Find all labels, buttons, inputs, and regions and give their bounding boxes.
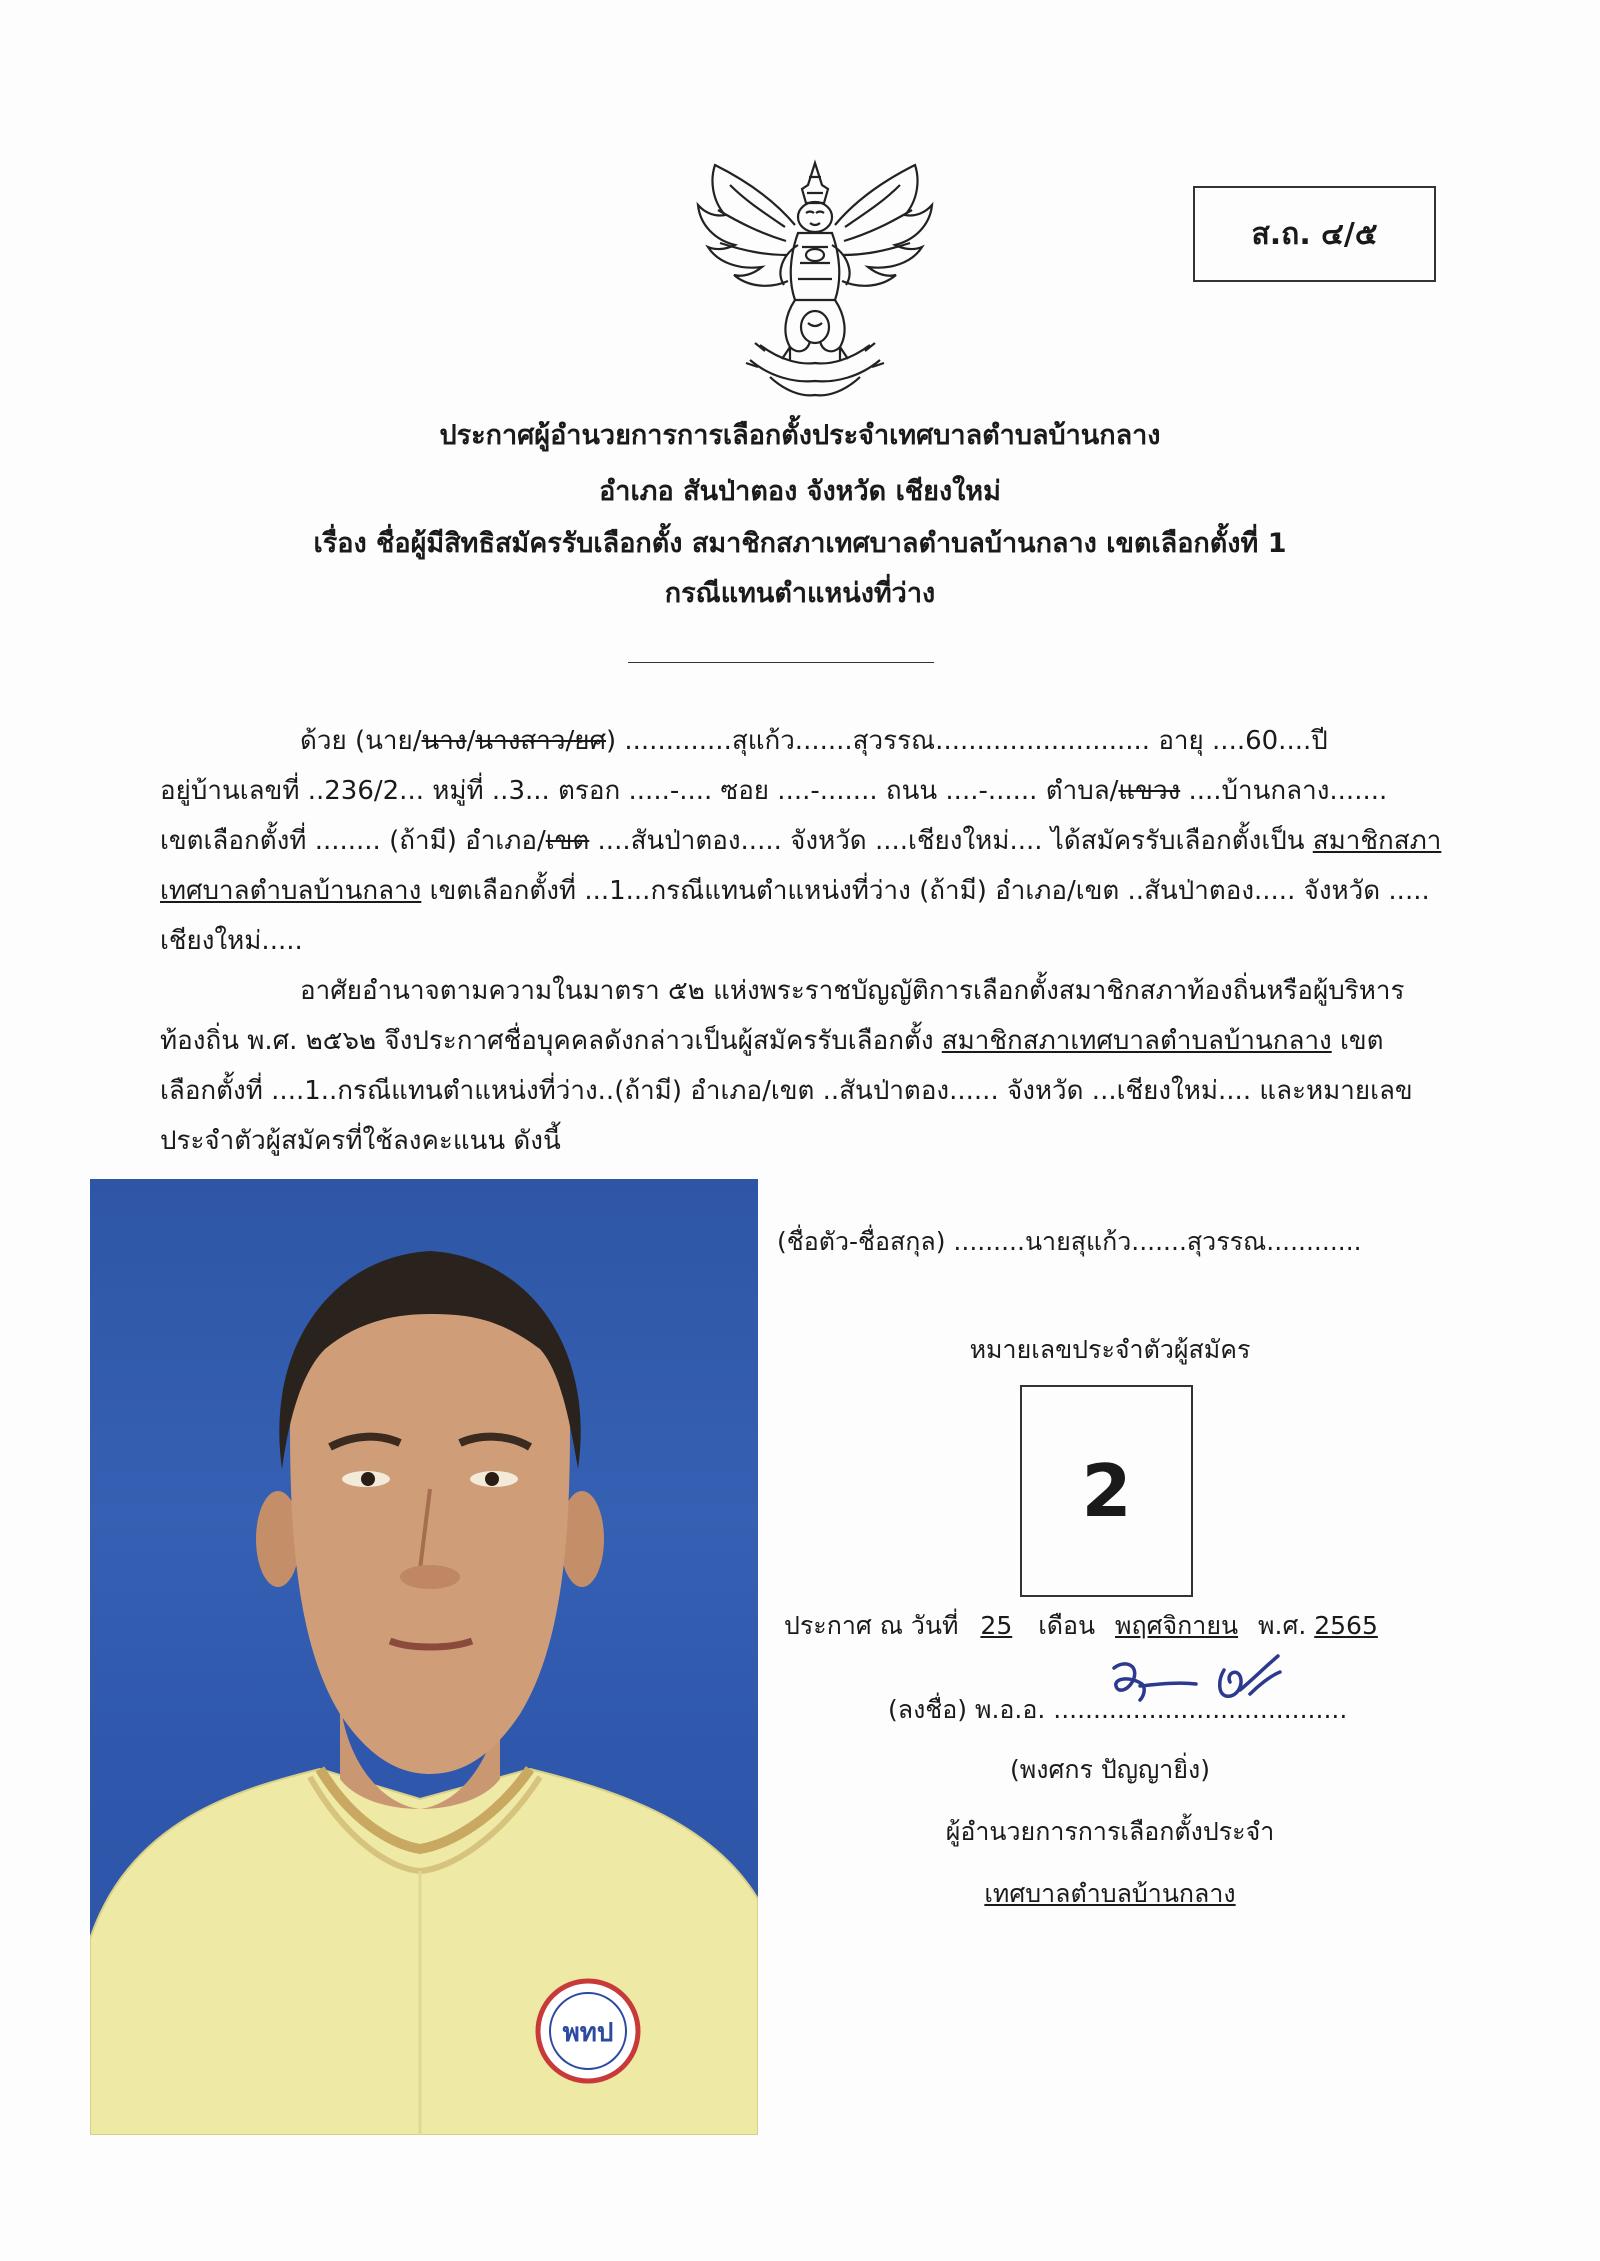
signer-office [930, 1874, 1290, 1914]
struck-title-nang: นาง [421, 726, 467, 756]
struck-khet: เขต [545, 826, 590, 856]
date-year-label: พ.ศ. [1258, 1611, 1307, 1640]
candidate-number-label: หมายเลขประจำตัวผู้สมัคร [969, 1335, 1251, 1364]
para1-slash: / [466, 726, 476, 756]
para2-line3: เลือกตั้งที่ ....1..กรณีแทนตำแหน่งที่ว่าง..(ถ้ามี) อำเภอ/เขต ..สันป่าตอง...... จังหวัด ...เชียงใหม่.... และหมายเลข [160, 1076, 1413, 1106]
signer-title: ผู้อำนวยการการเลือกตั้งประจำ [945, 1817, 1275, 1846]
date-prefix: ประกาศ ณ วันที่ [784, 1611, 959, 1640]
position-underlined-2: เทศบาลตำบลบ้านกลาง [160, 876, 422, 906]
date-year: 2565 [1314, 1611, 1378, 1640]
candidate-photo [90, 1179, 758, 2135]
signature-line: (ลงชื่อ) พ.อ.อ. ..................................... [888, 1695, 1348, 1724]
position-underlined-1: สมาชิกสภา [1312, 826, 1442, 856]
para2-line2-end: เขต [1331, 1026, 1384, 1056]
candidate-number: 2 [1081, 1449, 1132, 1533]
announcement-date [784, 1606, 1378, 1646]
position-underlined-3: สมาชิกสภาเทศบาลตำบลบ้านกลาง [941, 1026, 1332, 1056]
para2-line1: อาศัยอำนาจตามความในมาตรา ๕๒ แห่งพระราชบัญญัติการเลือกตั้งสมาชิกสภาท้องถิ่นหรือผู้บริหาร [300, 976, 1405, 1006]
para1-line2-end: ....บ้านกลาง....... [1180, 776, 1388, 806]
para1-line1-end: ) .............สุแก้ว.......สุวรรณ.......................... อายุ ....60....ปี [605, 726, 1328, 756]
announcement-heading-line2: อำเภอ สันป่าตอง จังหวัด เชียงใหม่ [599, 476, 1001, 507]
para2-line4: ประจำตัวผู้สมัครที่ใช้ลงคะแนน ดังนี้ [160, 1126, 561, 1156]
struck-khwaeng: แขวง [1118, 776, 1181, 806]
para2-line2: ท้องถิ่น พ.ศ. ๒๕๖๒ จึงประกาศชื่อบุคคลดังกล่าวเป็นผู้สมัครรับเลือกตั้ง [160, 1026, 942, 1056]
announcement-subject-case: กรณีแทนตำแหน่งที่ว่าง [664, 578, 936, 609]
garuda-emblem-icon [690, 155, 940, 403]
form-code: ส.ถ. ๔/๕ [1251, 216, 1378, 252]
para1-line1-start: ด้วย (นาย/ [300, 726, 422, 756]
form-code-box [1193, 186, 1436, 282]
para1-line2: อยู่บ้านเลขที่ ..236/2... หมู่ที่ ..3... ตรอก .....-.... ซอย ....-....... ถนน ....-...... ตำบล/ [160, 776, 1119, 806]
candidate-number-box [1020, 1385, 1193, 1597]
para1-line4: เขตเลือกตั้งที่ ...1...กรณีแทนตำแหน่งที่ว่าง (ถ้ามี) อำเภอ/เขต ..สันป่าตอง..... จังหวัด ..... [421, 876, 1430, 906]
struck-title-nangsao: นางสาว/ยศ [475, 726, 606, 756]
candidate-name-line: (ชื่อตัว-ชื่อสกุล) .........นายสุแก้ว.......สุวรรณ............ [777, 1227, 1362, 1256]
handwritten-signature [1100, 1650, 1300, 1720]
heading-divider [628, 662, 934, 663]
para1-line5: เชียงใหม่..... [160, 926, 303, 956]
announcement-heading-line1: ประกาศผู้อำนวยการการเลือกตั้งประจำเทศบาลตำบลบ้านกลาง [439, 420, 1161, 451]
signer-name: (พงศกร ปัญญายิ่ง) [1010, 1755, 1210, 1784]
announcement-subject: เรื่อง ชื่อผู้มีสิทธิสมัครรับเลือกตั้ง สมาชิกสภาเทศบาลตำบลบ้านกลาง เขตเลือกตั้งที่ 1 [313, 528, 1287, 559]
date-month-label: เดือน [1038, 1611, 1096, 1640]
date-day: 25 [980, 1611, 1013, 1640]
para1-line3-start: เขตเลือกตั้งที่ ........ (ถ้ามี) อำเภอ/ [160, 826, 546, 856]
para1-line3-mid: ....สันป่าตอง..... จังหวัด ....เชียงใหม่.... ได้สมัครรับเลือกตั้งเป็น [589, 826, 1313, 856]
legal-authority-paragraph [160, 966, 1413, 1166]
party-badge-text: พทป [562, 2017, 614, 2047]
signer-office-name: เทศบาลตำบลบ้านกลาง [984, 1879, 1236, 1908]
date-month: พฤศจิกายน [1115, 1611, 1239, 1640]
candidate-details-paragraph [160, 716, 1442, 976]
